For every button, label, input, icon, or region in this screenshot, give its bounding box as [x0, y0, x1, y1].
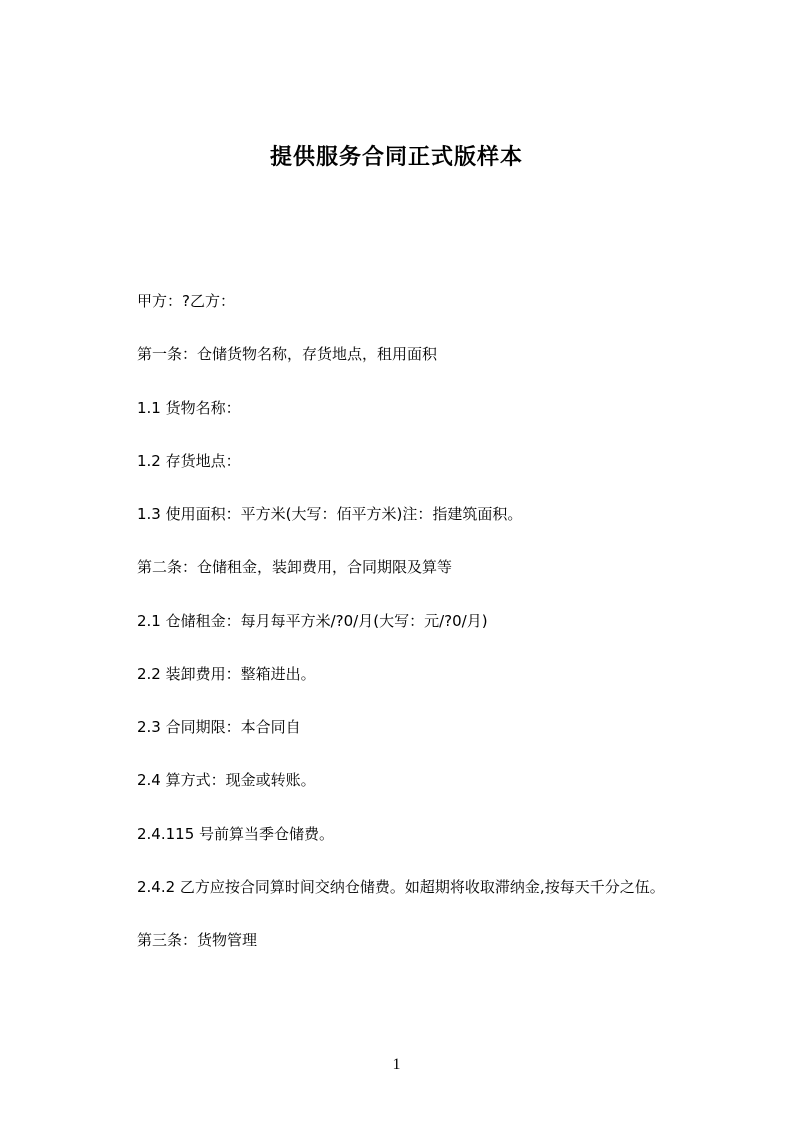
paragraph-1-3: 1.3 使用面积：平方米(大写：佰平方米)注：指建筑面积。 — [137, 505, 523, 523]
paragraph-2-4-2: 2.4.2 乙方应按合同算时间交纳仓储费。如超期将收取滞纳金,按每天千分之伍。 — [137, 878, 665, 896]
paragraph-article-3: 第三条：货物管理 — [137, 931, 258, 949]
paragraph-2-3: 2.3 合同期限：本合同自 — [137, 718, 301, 736]
paragraph-2-1: 2.1 仓储租金：每月每平方米/?0/月(大写：元/?0/月) — [137, 612, 488, 630]
paragraph-article-2: 第二条：仓储租金，装卸费用，合同期限及算等 — [137, 558, 453, 576]
page-number: 1 — [392, 1056, 401, 1073]
paragraph-2-2: 2.2 装卸费用：整箱进出。 — [137, 665, 316, 683]
document-title: 提供服务合同正式版样本 — [269, 145, 523, 170]
paragraph-2-4: 2.4 算方式：现金或转账。 — [137, 771, 316, 789]
paragraph-1-1: 1.1 货物名称： — [137, 399, 241, 417]
paragraph-article-1: 第一条：仓储货物名称，存货地点，租用面积 — [137, 345, 438, 363]
paragraph-1-2: 1.2 存货地点： — [137, 452, 241, 470]
paragraph-parties: 甲方：?乙方： — [137, 292, 235, 310]
paragraph-2-4-1: 2.4.115 号前算当季仓储费。 — [137, 825, 335, 843]
